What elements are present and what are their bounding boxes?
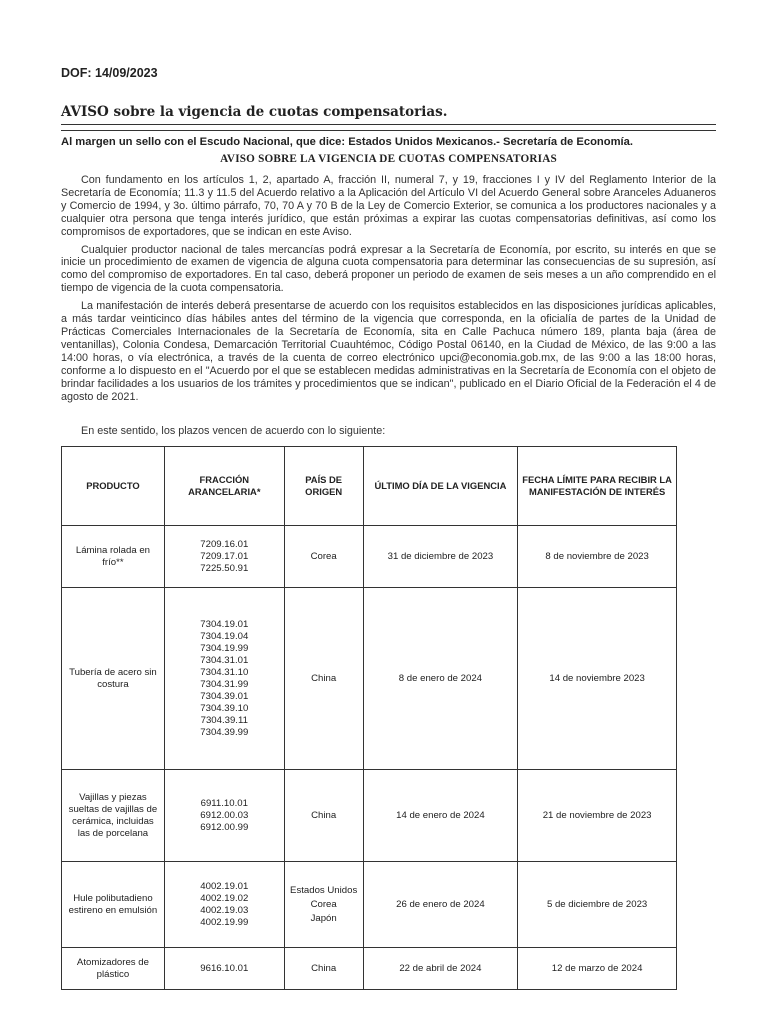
- cell-tariff-codes: [164, 770, 284, 862]
- origin-country: Corea: [310, 550, 337, 562]
- header-origin-country: PAÍS DE ORIGEN: [284, 447, 363, 526]
- tariff-code: 7225.50.91: [200, 562, 249, 574]
- origin-country: Japón: [310, 912, 337, 924]
- cell-last-day: 31 de diciembre de 2023: [363, 526, 518, 588]
- tariff-code: 7304.31.99: [200, 678, 249, 690]
- cell-deadline: 14 de noviembre 2023: [518, 588, 677, 770]
- header-tariff-fraction: FRACCIÓN ARANCELARIA*: [164, 447, 284, 526]
- cell-last-day: 22 de abril de 2024: [363, 948, 518, 990]
- cell-product: Tubería de acero sin costura: [62, 588, 165, 770]
- table-header-row: [62, 447, 677, 526]
- dof-date: DOF: 14/09/2023: [61, 66, 158, 80]
- tariff-code: 6912.00.03: [200, 809, 249, 821]
- origin-country: Corea: [310, 898, 337, 910]
- document-title: AVISO sobre la vigencia de cuotas compensatorias.: [61, 104, 716, 125]
- table-intro: En este sentido, los plazos vencen de acuerdo con lo siguiente:: [81, 425, 386, 437]
- tariff-code: 4002.19.01: [200, 880, 249, 892]
- tariff-code: 7304.39.10: [200, 702, 249, 714]
- paragraph-submission: La manifestación de interés deberá presentarse de acuerdo con los requisitos establecidos en las disposiciones jurídicas aplicables, a más tardar veinticinco días hábiles antes del término de la vigencia que corresponda, en la oficialía de partes de la Unidad de Prácticas Comerciales Internacionales de la Secretaría de Economía, sita en Calle Pachuca número 189, planta baja (área de ventanillas), Colonia Condesa, Demarcación Territorial Cuauhtémoc, Código Postal 06140, en la Ciudad de México, de las 9:00 a las 14:00 horas, o vía electrónica, a través de la cuenta de correo electrónico upci@economia.gob.mx, de las 9:00 a las 18:00 horas, conforme a lo dispuesto en el "Acuerdo por el que se establecen medidas administrativas en la Secretaría de Economía con el objeto de brindar facilidades a los usuarios de los trámites y procedimientos que se indican", publicado en el Diario Oficial de la Federación el 4 de agosto de 2021.: [61, 300, 716, 403]
- table-row: [62, 588, 677, 770]
- tariff-code: 7304.19.01: [200, 618, 249, 630]
- origin-country: China: [311, 672, 337, 684]
- tariff-code: 6912.00.99: [200, 821, 249, 833]
- table-row: [62, 526, 677, 588]
- table-row: [62, 770, 677, 862]
- tariff-code: 7304.31.10: [200, 666, 249, 678]
- cell-deadline: 8 de noviembre de 2023: [518, 526, 677, 588]
- table-row: [62, 948, 677, 990]
- tariff-code: 6911.10.01: [200, 797, 248, 809]
- cell-product: Lámina rolada en frío**: [62, 526, 165, 588]
- cell-deadline: 12 de marzo de 2024: [518, 948, 677, 990]
- tariff-code: 4002.19.03: [200, 904, 249, 916]
- notice-heading: AVISO SOBRE LA VIGENCIA DE CUOTAS COMPENSATORIAS: [220, 153, 557, 165]
- cell-last-day: 14 de enero de 2024: [363, 770, 518, 862]
- origin-country: China: [311, 962, 337, 974]
- body-text: [61, 174, 716, 408]
- cell-tariff-codes: [164, 862, 284, 948]
- tariff-code: 7304.19.04: [200, 630, 249, 642]
- header-product: PRODUCTO: [62, 447, 165, 526]
- cell-last-day: 8 de enero de 2024: [363, 588, 518, 770]
- paragraph-legal-basis: Con fundamento en los artículos 1, 2, apartado A, fracción II, numeral 7, y 19, fracciones I y IV del Reglamento Interior de la Secretaría de Economía; 11.3 y 11.5 del Acuerdo relativo a la Aplicación del Artículo VI del Acuerdo General sobre Aranceles Aduaneros y Comercio de 1994, y 3o. último párrafo, 70, 70 A y 70 B de la Ley de Comercio Exterior, se comunica a los productores nacionales y a cualquier otra persona que tenga interés jurídico, que están próximas a expirar las cuotas compensatorias definitivas, así como los compromisos de exportadores, que se indican en este Aviso.: [61, 174, 716, 238]
- cell-last-day: 26 de enero de 2024: [363, 862, 518, 948]
- seal-line: Al margen un sello con el Escudo Nacional, que dice: Estados Unidos Mexicanos.- Secretaría de Economía.: [61, 130, 716, 148]
- tariff-code: 7304.39.99: [200, 726, 249, 738]
- tariff-code: 4002.19.02: [200, 892, 249, 904]
- tariff-code: 7209.16.01: [200, 538, 249, 550]
- cell-origin-country: [284, 862, 363, 948]
- cell-tariff-codes: [164, 948, 284, 990]
- tariff-code: 7304.39.11: [200, 714, 248, 726]
- origin-country: Estados Unidos: [290, 884, 358, 896]
- tariff-code: 7304.39.01: [200, 690, 249, 702]
- cell-tariff-codes: [164, 588, 284, 770]
- paragraph-producer-interest: Cualquier productor nacional de tales mercancías podrá expresar a la Secretaría de Economía, por escrito, su interés en que se inicie un procedimiento de examen de vigencia de alguna cuota compensatoria para determinar las consecuencias de su supresión, así como del compromiso de exportadores. En tal caso, deberá proponer un periodo de examen de seis meses a un año comprendido en el tiempo de vigencia de la cuota compensatoria.: [61, 243, 716, 295]
- cell-origin-country: [284, 588, 363, 770]
- cell-deadline: 5 de diciembre de 2023: [518, 862, 677, 948]
- cell-origin-country: [284, 526, 363, 588]
- cell-product: Vajillas y piezas sueltas de vajillas de cerámica, incluidas las de porcelana: [62, 770, 165, 862]
- cell-origin-country: [284, 770, 363, 862]
- quota-table: [61, 446, 677, 990]
- table-row: [62, 862, 677, 948]
- tariff-code: 7304.31.01: [200, 654, 249, 666]
- tariff-code: 9616.10.01: [200, 962, 249, 974]
- cell-product: Atomizadores de plástico: [62, 948, 165, 990]
- tariff-code: 4002.19.99: [200, 916, 249, 928]
- origin-country: China: [311, 809, 337, 821]
- header-deadline: FECHA LÍMITE PARA RECIBIR LA MANIFESTACIÓN DE INTERÉS: [518, 447, 677, 526]
- header-last-day: ÚLTIMO DÍA DE LA VIGENCIA: [363, 447, 518, 526]
- tariff-code: 7304.19.99: [200, 642, 249, 654]
- cell-deadline: 21 de noviembre de 2023: [518, 770, 677, 862]
- cell-origin-country: [284, 948, 363, 990]
- cell-product: Hule polibutadieno estireno en emulsión: [62, 862, 165, 948]
- tariff-code: 7209.17.01: [200, 550, 249, 562]
- cell-tariff-codes: [164, 526, 284, 588]
